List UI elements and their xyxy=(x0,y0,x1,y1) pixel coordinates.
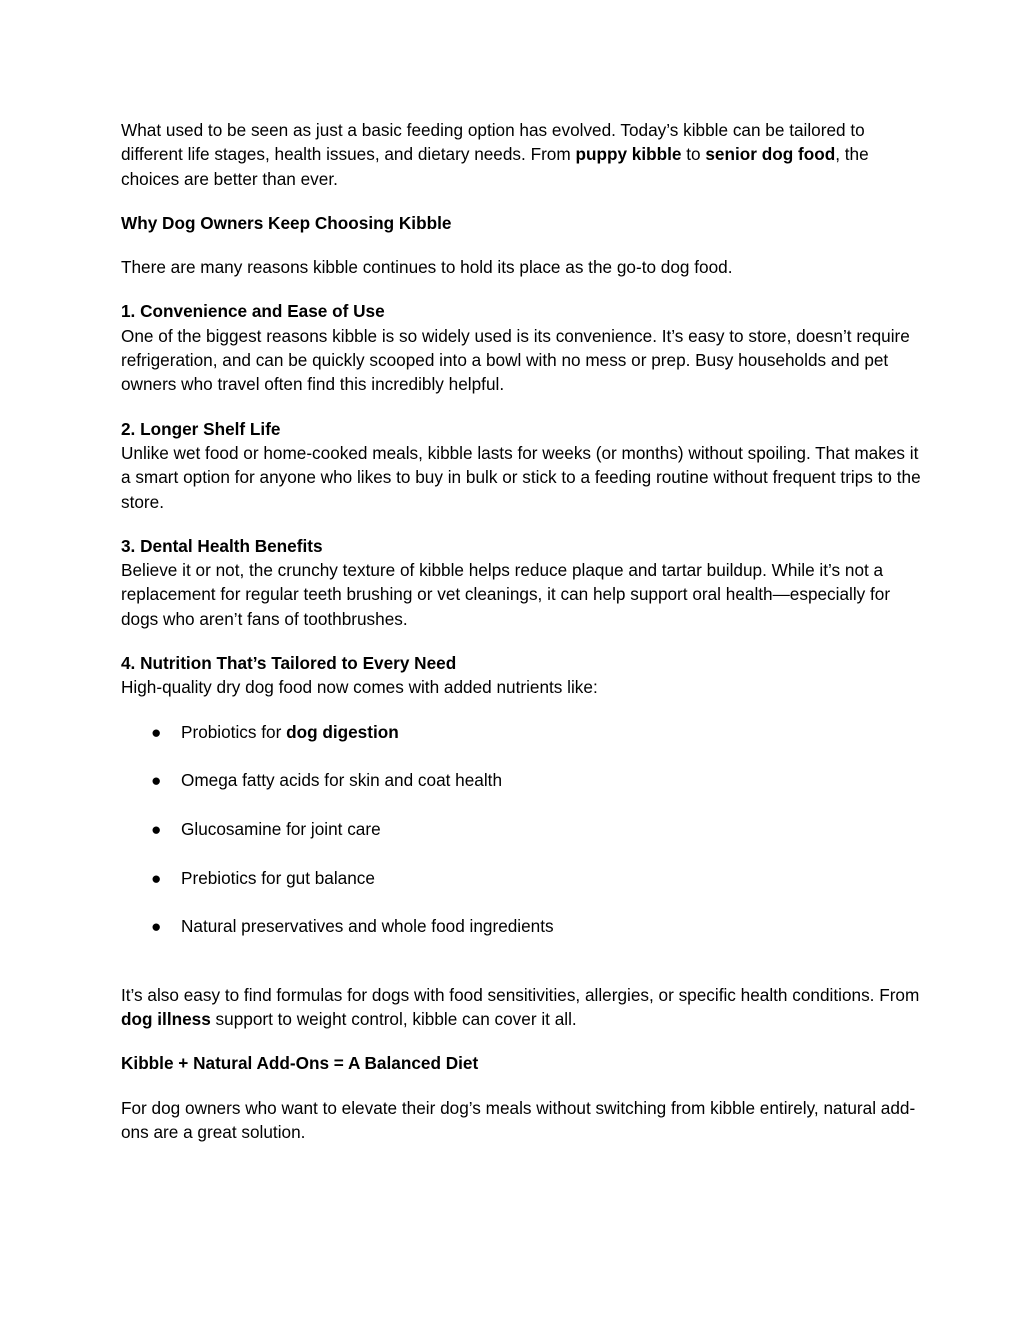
intro-bold-puppy-kibble: puppy kibble xyxy=(575,144,682,165)
list-item xyxy=(121,817,921,841)
section-body: High-quality dry dog food now comes with added nutrients like: xyxy=(121,677,598,698)
bullet-icon: ● xyxy=(151,916,162,937)
document-page xyxy=(121,118,921,1164)
intro-text-end: , the choices are better than ever. xyxy=(121,144,869,189)
heading-why-choose-kibble: Why Dog Owners Keep Choosing Kibble xyxy=(121,212,452,233)
list-item xyxy=(121,914,921,938)
list-item-text: Probiotics for xyxy=(181,721,287,742)
section-title: 2. Longer Shelf Life xyxy=(121,418,281,439)
section-title: 4. Nutrition That’s Tailored to Every Need xyxy=(121,653,457,674)
intro-text-mid: to xyxy=(681,144,706,165)
closing-paragraph: For dog owners who want to elevate their dog’s meals without switching from kibble entirely, natural add-ons are a great solution. xyxy=(121,1097,916,1142)
list-item xyxy=(121,720,921,744)
formulas-text-end: support to weight control, kibble can cover it all. xyxy=(210,1008,577,1029)
list-item xyxy=(121,768,921,792)
bullet-icon: ● xyxy=(151,770,162,791)
nutrient-list xyxy=(121,720,921,939)
section-body: One of the biggest reasons kibble is so widely used is its convenience. It’s easy to store, doesn’t require refrigeration, and can be quickly scooped into a bowl with no mess or prep. Busy households and pet owners who travel often find this incredibly helpful. xyxy=(121,325,910,395)
section-title: 1. Convenience and Ease of Use xyxy=(121,301,385,322)
bullet-icon: ● xyxy=(151,867,162,888)
heading-natural-add-ons: Kibble + Natural Add-Ons = A Balanced Diet xyxy=(121,1053,479,1074)
formulas-text: It’s also easy to find formulas for dogs with food sensitivities, allergies, or specific health conditions. From xyxy=(121,984,920,1005)
section-nutrition xyxy=(121,651,921,700)
formulas-paragraph xyxy=(121,983,921,1032)
bullet-icon: ● xyxy=(151,721,162,742)
list-item xyxy=(121,866,921,890)
reasons-intro: There are many reasons kibble continues to hold its place as the go-to dog food. xyxy=(121,257,733,278)
section-shelf-life xyxy=(121,417,921,514)
formulas-bold-dog-illness: dog illness xyxy=(121,1008,211,1029)
intro-paragraph xyxy=(121,118,921,191)
section-title: 3. Dental Health Benefits xyxy=(121,535,323,556)
intro-bold-senior-dog-food: senior dog food xyxy=(705,144,836,165)
section-body: Unlike wet food or home-cooked meals, kibble lasts for weeks (or months) without spoiling. That makes it a smart option for anyone who likes to buy in bulk or stick to a feeding routine without frequent trips to the store. xyxy=(121,442,921,512)
list-item-bold-dog-digestion: dog digestion xyxy=(286,721,399,742)
section-dental-health xyxy=(121,534,921,631)
list-item-text: Glucosamine for joint care xyxy=(181,819,381,840)
intro-text: What used to be seen as just a basic feeding option has evolved. Today’s kibble can be tailored to different life stages, health issues, and dietary needs. From xyxy=(121,120,865,165)
section-convenience xyxy=(121,299,921,396)
bullet-icon: ● xyxy=(151,819,162,840)
list-item-text: Natural preservatives and whole food ingredients xyxy=(181,916,554,937)
list-item-text: Omega fatty acids for skin and coat health xyxy=(181,770,503,791)
section-body: Believe it or not, the crunchy texture of kibble helps reduce plaque and tartar buildup. While it’s not a replacement for regular teeth brushing or vet cleanings, it can help support oral health—especially for dogs who aren’t fans of toothbrushes. xyxy=(121,560,891,629)
list-item-text: Prebiotics for gut balance xyxy=(181,867,375,888)
